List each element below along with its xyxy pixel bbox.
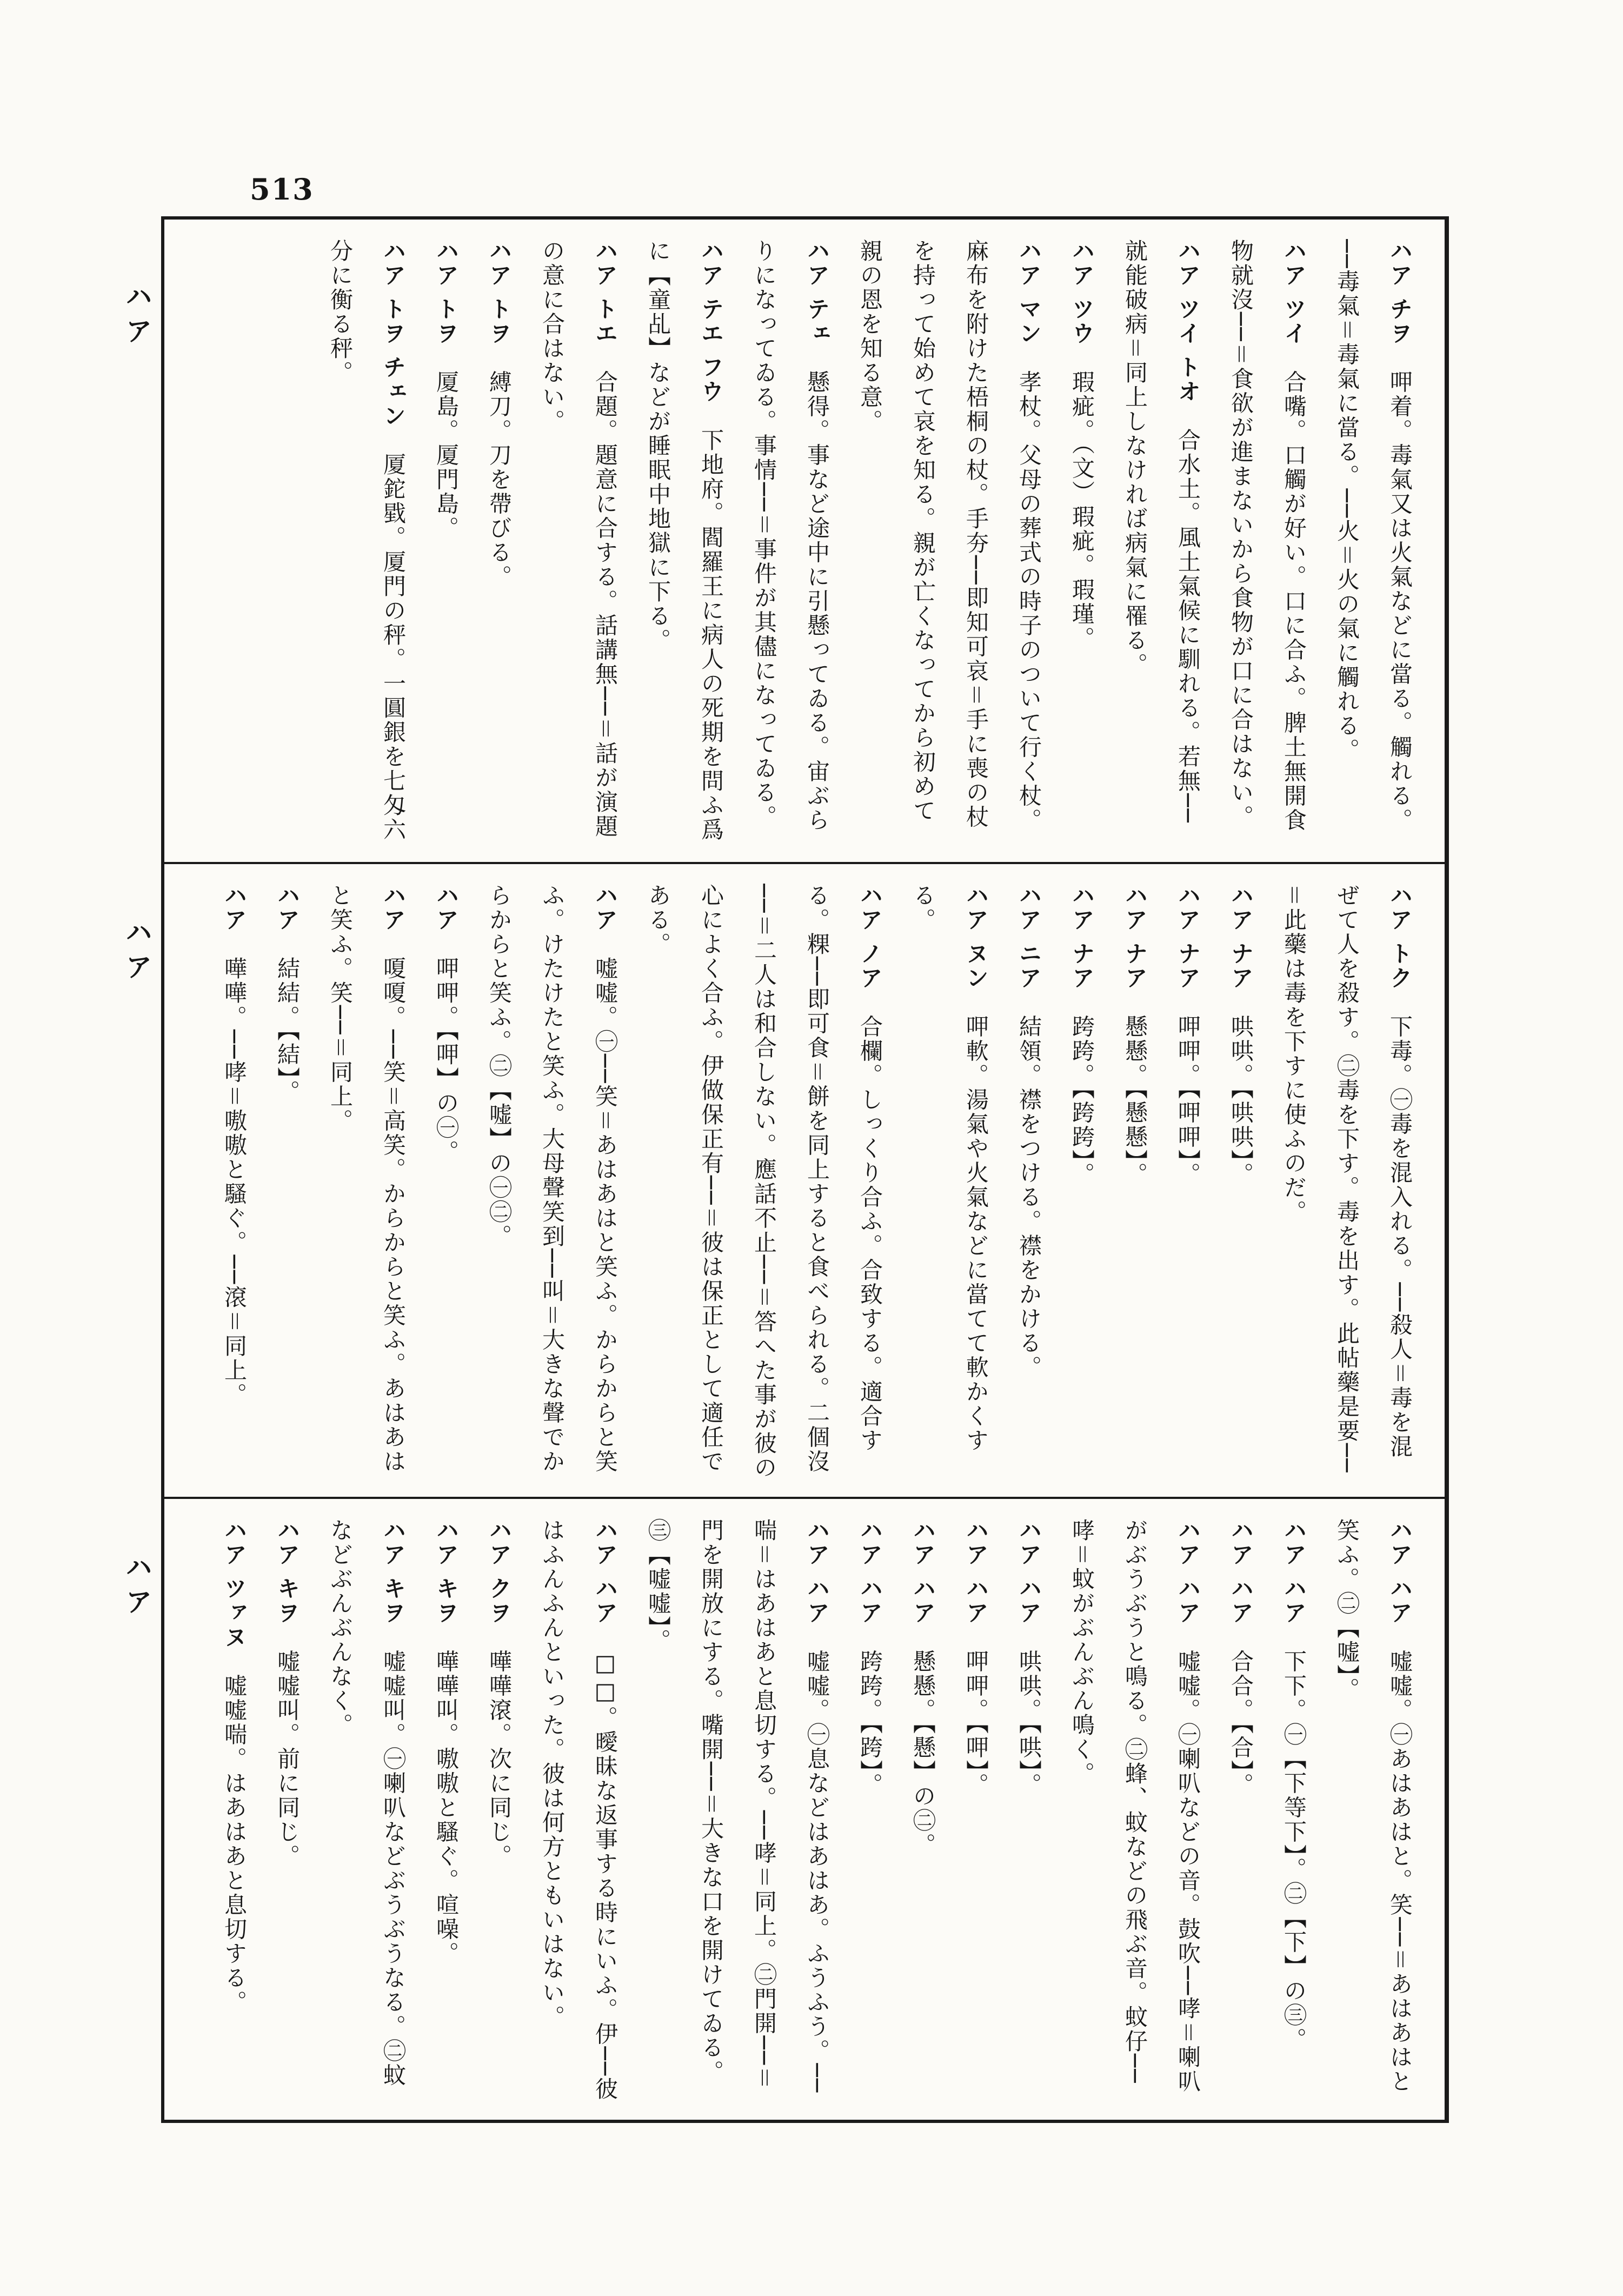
entry-text: 嘩嘩滾。次に同じ。 (486, 1649, 513, 1869)
entry-text: 跨跨。【跨跨】。 (1069, 1014, 1095, 1187)
entry-text: 嘘嘘。㊀息などはあはあ。ふうふう。──喘＝はあはあと息切する。──哮＝同上。㊁門開──＝門を開放にする。嘴開──＝大きな口を開けてゐる。㊂【嘘嘘】。 (645, 1518, 830, 2094)
dictionary-entry (473, 884, 631, 1481)
dictionary-entry (526, 1518, 631, 2103)
entry-headword: ハア ツイ トオ (1175, 239, 1201, 404)
entry-text: 嘘嘘。㊀あはあはと。笑──＝あはあはと笑ふ。㊁【嘘】。 (1334, 1518, 1413, 2094)
entry-text: 縛刀。刀を帶びる。 (486, 370, 513, 589)
dictionary-entry (420, 884, 473, 1481)
dictionary-entry (1161, 884, 1214, 1481)
entry-headword: ハア (380, 884, 407, 932)
entry-headword: ハア キヲ (274, 1518, 301, 1625)
entry-text: 懸懸。【懸】の㊁。 (910, 1649, 936, 1857)
dictionary-entry (1214, 239, 1320, 846)
entry-text: 懸得。事など途中に引懸ってゐる。宙ぶらりになってゐる。事情──＝事件が其儘になってゐる。 (751, 239, 830, 833)
section-3 (164, 1497, 1445, 2120)
entry-headword: ハア キヲ (380, 1518, 407, 1625)
entry-text: 結領。襟をつける。襟をかける。 (1016, 1014, 1042, 1380)
dictionary-entry (261, 884, 314, 1481)
entry-text: 哄哄。【哄】。 (1016, 1649, 1042, 1797)
entry-text: 呷呷。【呷呷】。 (1175, 1014, 1201, 1187)
entry-headword: ハア ハア (804, 1518, 830, 1625)
dictionary-entry (1055, 1518, 1214, 2103)
dictionary-entry (473, 239, 526, 846)
entry-text: 嘘嘘。㊀喇叭などの音。鼓吹──哮＝喇叭がぶうぶうと鳴る。㊁蜂、蚊などの飛ぶ音。蚊仔──哮＝蚊がぶんぶん鳴く。 (1069, 1518, 1201, 2094)
entry-headword: ハア テェ (804, 239, 830, 346)
dictionary-entry (1320, 1518, 1426, 2103)
entry-text: 合嘴。口觸が好い。口に合ふ。脾土無開食物就沒──＝食欲が進まないから食物が口に合はない。 (1228, 239, 1307, 833)
entry-text: 嗄嗄。──笑＝高笑。からからと笑ふ。あはあはと笑ふ。笑──＝同上。 (327, 884, 407, 1474)
dictionary-entry (737, 239, 843, 846)
entry-text: 下毒。㊀毒を混入れる。──殺人＝毒を混ぜて人を殺す。㊁毒を下す。毒を出す。此帖藥是要──＝此藥は毒を下すに使ふのだ。 (1281, 884, 1413, 1474)
entry-headword: ハア クヲ (486, 1518, 513, 1625)
entry-headword: ハア マン (1016, 239, 1042, 346)
dictionary-entry (1108, 884, 1161, 1481)
entry-headword: ハア チヲ (1387, 239, 1413, 346)
entry-list (183, 239, 1426, 846)
entry-text: 瑕疵。（文）瑕疵。瑕瑾。 (1069, 370, 1095, 651)
dictionary-entry (1002, 1518, 1055, 2103)
entry-headword: ハア (433, 884, 460, 932)
dictionary-entry (314, 1518, 420, 2103)
margin-label-section-2: ハア (121, 918, 152, 987)
dictionary-entry (843, 1518, 896, 2103)
entry-text: 孝杖。父母の葬式の時子のついて行く杖。麻布を附けた梧桐の杖。手夯──即知可哀＝手に喪の杖を持って始めて哀を知る。親が亡くなってから初めて親の恩を知る意。 (857, 239, 1042, 833)
dictionary-entry (420, 1518, 473, 2103)
entry-text: 嘩嘩叫。嗷嗷と騷ぐ。喧噪。 (433, 1649, 460, 1966)
entry-headword: ハア ニア (1016, 884, 1042, 991)
entry-text: 跨跨。【跨】。 (857, 1649, 883, 1797)
entry-headword: ハア ハア (1175, 1518, 1201, 1625)
entry-headword: ハア ハア (963, 1518, 989, 1625)
entry-headword: ハア キヲ (433, 1518, 460, 1625)
entry-headword: ハア ノア (857, 884, 883, 991)
section-1 (164, 220, 1445, 862)
entry-text: 嘘嘘喘。はあはあと息切する。 (221, 1674, 248, 2015)
margin-label-section-3: ハア (121, 1553, 152, 1622)
entry-text: 下地府。閻羅王に病人の死期を問ふ爲に【童乩】などが睡眠中地獄に下る。 (645, 239, 724, 842)
dictionary-entry (473, 1518, 526, 2103)
dictionary-entry (1267, 1518, 1320, 2103)
entry-headword: ハア ハア (1228, 1518, 1254, 1625)
dictionary-entry (208, 1518, 261, 2103)
entry-headword: ハア ハア (1016, 1518, 1042, 1625)
dictionary-entry (1055, 884, 1108, 1481)
entry-text: 嘩嘩。──哮＝嗷嗷と騷ぐ。──滾＝同上。 (221, 957, 248, 1408)
dictionary-entry (1267, 884, 1426, 1481)
entry-headword: ハア トヲ (486, 239, 513, 346)
entry-headword: ハア ヌン (963, 884, 989, 991)
dictionary-entry (526, 239, 631, 846)
dictionary-entry (631, 1518, 843, 2103)
entry-text: 呷軟。湯氣や火氣などに當てて軟かくする。 (910, 884, 989, 1453)
entry-text: 合合。【合】。 (1228, 1649, 1254, 1797)
entry-text: 嘘嘘。㊀──笑＝あはあはと笑ふ。からからと笑ふ。けたけたと笑ふ。大母聲笑到──叫＝大きな聲でからからと笑ふ。㊁【嘘】の㊀㊁。 (486, 884, 618, 1474)
section-2 (164, 862, 1445, 1497)
dictionary-entry (314, 239, 420, 846)
entry-headword: ハア (592, 884, 618, 932)
entry-text: 呷着。毒氣又は火氣などに當る。觸れる。──毒氣＝毒氣に當る。──火＝火の氣に觸れる。 (1334, 239, 1413, 833)
entry-text: 嘘嘘叫。前に同じ。 (274, 1649, 301, 1869)
entry-headword: ハア トヲ チェン (380, 239, 407, 429)
entry-text: 厦島。厦門島。 (433, 370, 460, 541)
entry-headword: ハア トエ (592, 239, 618, 346)
margin-label-section-1: ハア (121, 282, 152, 351)
entry-headword: ハア ナア (1228, 884, 1254, 991)
entry-text: 哄哄。【哄哄】。 (1228, 1014, 1254, 1187)
dictionary-entry (843, 239, 1055, 846)
entry-text: 下下。㊀【下等下】。㊁【下】の㊂。 (1281, 1649, 1307, 2052)
entry-headword: ハア (221, 884, 248, 932)
entry-text: 嘘嘘叫。㊀喇叭などぶうぶうなる。㊁蚊などぶんぶんなく。 (327, 1518, 407, 2088)
dictionary-entry (1002, 884, 1055, 1481)
entry-text: 呷呷。【呷】の㊀。 (433, 957, 460, 1164)
dictionary-entry (1320, 239, 1426, 846)
entry-headword: ハア ナア (1122, 884, 1148, 991)
entry-headword: ハア テエ フウ (698, 239, 724, 404)
entry-headword: ハア ナア (1069, 884, 1095, 991)
entry-headword: ハア ハア (1387, 1518, 1413, 1625)
dictionary-entry (896, 1518, 949, 2103)
entry-headword: ハア ハア (910, 1518, 936, 1625)
page-number: 513 (250, 172, 314, 207)
entry-text: 合欄。しっくり合ふ。合致する。適合する。粿──即可食＝餅を同上すると食べられる。二個沒──＝二人は和合しない。應話不止──＝答へた事が彼の心によく合ふ。伊做保正有──＝彼は保正として適任である。 (645, 884, 883, 1481)
dictionary-entry (896, 884, 1002, 1481)
entry-text: 結結。【結】。 (274, 957, 301, 1104)
dictionary-entry (1055, 239, 1108, 846)
entry-text: 懸懸。【懸懸】。 (1122, 1014, 1148, 1187)
entry-headword: ハア ツイ (1281, 239, 1307, 346)
dictionary-entry (1108, 239, 1214, 846)
dictionary-entry (949, 1518, 1002, 2103)
entry-headword: ハア ハア (857, 1518, 883, 1625)
entry-headword: ハア (274, 884, 301, 932)
entry-headword: ハア ハア (1281, 1518, 1307, 1625)
entry-text: 呷呷。【呷】。 (963, 1649, 989, 1797)
entry-headword: ハア ツウ (1069, 239, 1095, 346)
entry-text: 合水土。風土氣候に馴れる。若無──就能破病＝同上しなければ病氣に罹る。 (1122, 239, 1201, 824)
entry-headword: ハア ナア (1175, 884, 1201, 991)
entry-headword: ハア トヲ (433, 239, 460, 346)
dictionary-entry (1214, 884, 1267, 1481)
dictionary-entry (420, 239, 473, 846)
entry-text: 合題。題意に合する。話講無──＝話が演題の意に合はない。 (539, 239, 618, 839)
dictionary-entry (631, 239, 737, 846)
entry-headword: ハア ハア (592, 1518, 618, 1625)
dictionary-entry (314, 884, 420, 1481)
entry-list (183, 1518, 1426, 2103)
dictionary-frame (161, 216, 1449, 2123)
entry-text: 厦鉈戥。厦門の秤。一圓銀を七匁六分に衡る秤。 (327, 239, 407, 842)
entry-headword: ハア ツァヌ (221, 1518, 248, 1650)
entry-headword: ハア トク (1387, 884, 1413, 991)
entry-text: □□。曖昧な返事する時にいふ。伊──彼はふんふんといった。彼は何方ともいはない。 (539, 1518, 618, 2102)
dictionary-entry (1214, 1518, 1267, 2103)
dictionary-entry (208, 884, 261, 1481)
dictionary-entry (631, 884, 896, 1481)
entry-list (183, 884, 1426, 1481)
dictionary-entry (261, 1518, 314, 2103)
